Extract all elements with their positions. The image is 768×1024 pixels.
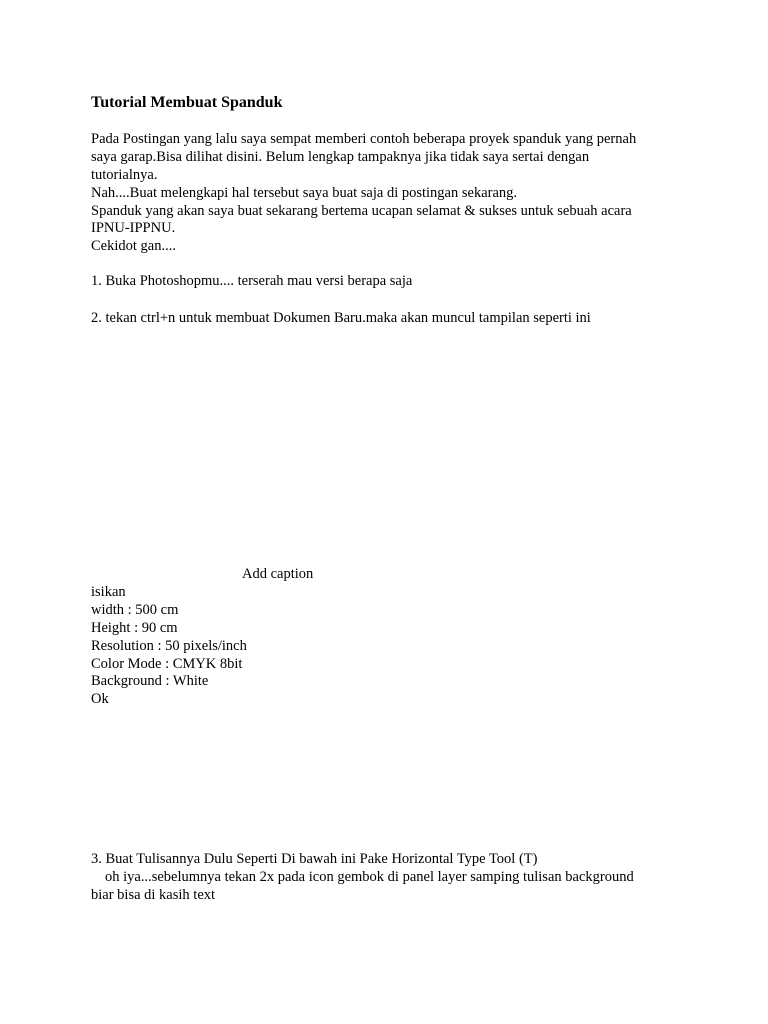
- intro-line: tutorialnya.: [91, 166, 158, 183]
- step-1-text: 1. Buka Photoshopmu.... terserah mau versi berapa saja: [91, 273, 413, 289]
- document-title: Tutorial Membuat Spanduk: [91, 94, 283, 111]
- settings-list: [91, 584, 691, 709]
- settings-line: Color Mode : CMYK 8bit: [91, 655, 243, 672]
- step-2: [91, 310, 691, 328]
- settings-line: Resolution : 50 pixels/inch: [91, 637, 247, 654]
- intro-line: Cekidot gan....: [91, 238, 176, 255]
- step-1: [91, 273, 691, 291]
- step-3: [91, 851, 691, 905]
- settings-line: isikan: [91, 584, 126, 600]
- step-2-text: 2. tekan ctrl+n untuk membuat Dokumen Baru.maka akan muncul tampilan seperti ini: [91, 310, 591, 326]
- step-3-line: oh iya...sebelumnya tekan 2x pada icon gembok di panel layer samping tulisan background: [105, 868, 634, 885]
- settings-line: Ok: [91, 691, 109, 708]
- settings-line: Background : White: [91, 673, 209, 690]
- step-3-line: biar bisa di kasih text: [91, 886, 216, 903]
- settings-line: Height : 90 cm: [91, 619, 178, 636]
- settings-line: width : 500 cm: [91, 601, 179, 618]
- intro-line: saya garap.Bisa dilihat disini. Belum lengkap tampaknya jika tidak saya sertai dengan: [91, 148, 590, 165]
- intro-line: IPNU-IPPNU.: [91, 220, 176, 237]
- intro-line: Pada Postingan yang lalu saya sempat memberi contoh beberapa proyek spanduk yang pernah: [91, 131, 637, 147]
- step-3-line: 3. Buat Tulisannya Dulu Seperti Di bawah ini Pake Horizontal Type Tool (T): [91, 851, 538, 867]
- intro-paragraph: [91, 131, 691, 256]
- intro-line: Nah....Buat melengkapi hal tersebut saya buat saja di postingan sekarang.: [91, 184, 518, 201]
- intro-line: Spanduk yang akan saya buat sekarang bertema ucapan selamat & sukses untuk sebuah acara: [91, 202, 632, 219]
- image-caption: Add caption: [242, 566, 314, 582]
